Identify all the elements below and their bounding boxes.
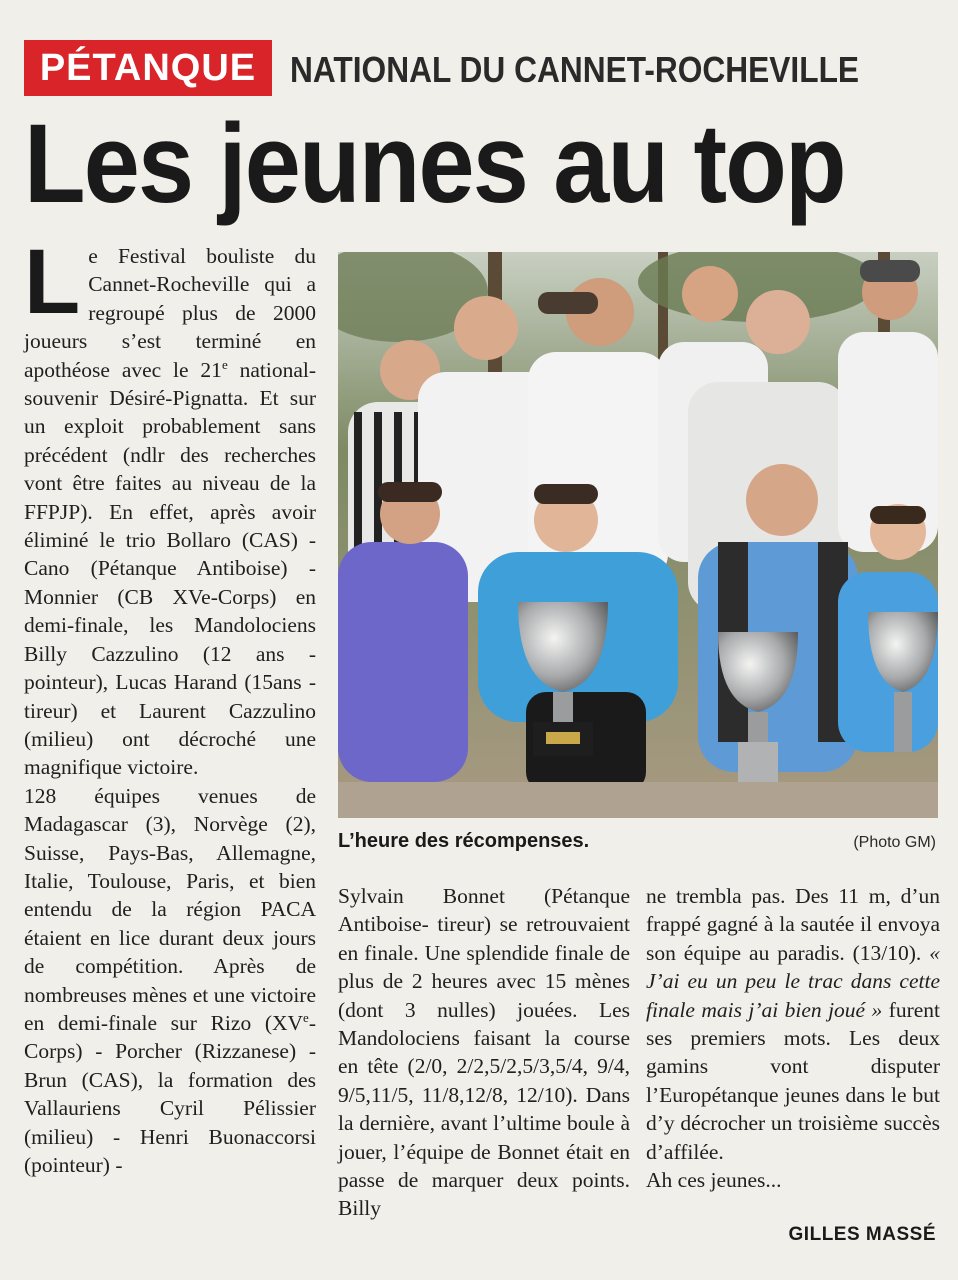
photo-caption: L’heure des récompenses. (338, 830, 590, 852)
team-photo (338, 252, 938, 818)
paragraph-2-text-a: 128 équipes venues de Madagascar (3), Norvège (2), Suisse, Pays-Bas, Allemagne, Italie, Toulouse, Paris, et bien entendu de la région PACA étaient en lice durant deux jours de compétition. Après de nombreuses mènes et une victoire en demi-finale sur Rizo (XV (24, 783, 316, 1035)
article-kicker: NATIONAL DU CANNET-ROCHEVILLE (290, 49, 860, 90)
column-3-text-b: furent ses premiers mots. Les deux gamins vont disputer l’Europétanque jeunes dans le but d’y décrocher un troisième succès d’affilée. (646, 997, 940, 1164)
author-signature: GILLES MASSÉ (788, 1224, 936, 1245)
paragraph-2 (24, 782, 316, 1180)
superscript-e: e (221, 356, 228, 372)
player-quote: « J’ai eu un peu le trac dans cette finale mais j’ai bien joué » (646, 940, 940, 1022)
paragraph-2-text-b: -Corps) - Porcher (Rizzanese) - Brun (CAS), la formation des Vallauriens Cyril Pélissier (milieu) - Henri Buonaccorsi (pointeur) - (24, 1010, 316, 1177)
paragraph-1 (24, 231, 316, 782)
photo-credit: (Photo GM) (853, 834, 936, 851)
drop-cap: L (24, 231, 81, 333)
paragraph-1-text-a: e Festival bouliste du Cannet-Rocheville qui a regroupé plus de 2000 joueurs s’est terminé en apothéose avec le 21 (24, 244, 316, 382)
article-column-1 (24, 231, 316, 1179)
team-photo-illustration (338, 252, 938, 818)
article-headline: Les jeunes au top (24, 101, 845, 226)
paragraph-1-text-b: national-souvenir Désiré-Pignatta. Et sur un exploit probablement sans précédent (ndlr des recherches vont être faites au niveau de la FFPJP). En effet, après avoir éliminé le trio Bollaro (CAS) - Cano (Pétanque Antiboise) - Monnier (CB XVe-Corps) en demi-finale, les Mandolociens Billy Cazzulino (12 ans - pointeur), Lucas Harand (15ans - tireur) et Laurent Cazzulino (milieu) ont décroché une magnifique victoire. (24, 357, 316, 780)
superscript-e-2: e (303, 1009, 309, 1025)
article-column-2 (338, 882, 630, 1223)
article-column-3 (646, 882, 940, 1194)
column-3-closing: Ah ces jeunes... (646, 1168, 782, 1193)
section-rubric: PÉTANQUE (24, 40, 272, 96)
column-2-text: Sylvain Bonnet (Pétanque Antiboise- tireur) se retrouvaient en finale. Une splendide finale de plus de 2 heures avec 15 mènes (dont 3 nulles) jouées. Les Mandolociens faisant la course en tête (2/0, 2/2,5/2,5/3,5/4, 9/4, 9/5,11/5, 11/8,12/8, 12/10). Dans la dernière, avant l’ultime boule à jouer, l’équipe de Bonnet était en passe de marquer deux points. Billy (338, 884, 630, 1221)
column-3-paragraph (646, 882, 940, 1166)
column-3-text-a: ne trembla pas. Des 11 m, d’un frappé gagné à la sautée il envoya son équipe au paradis. (13/10). (646, 884, 940, 965)
